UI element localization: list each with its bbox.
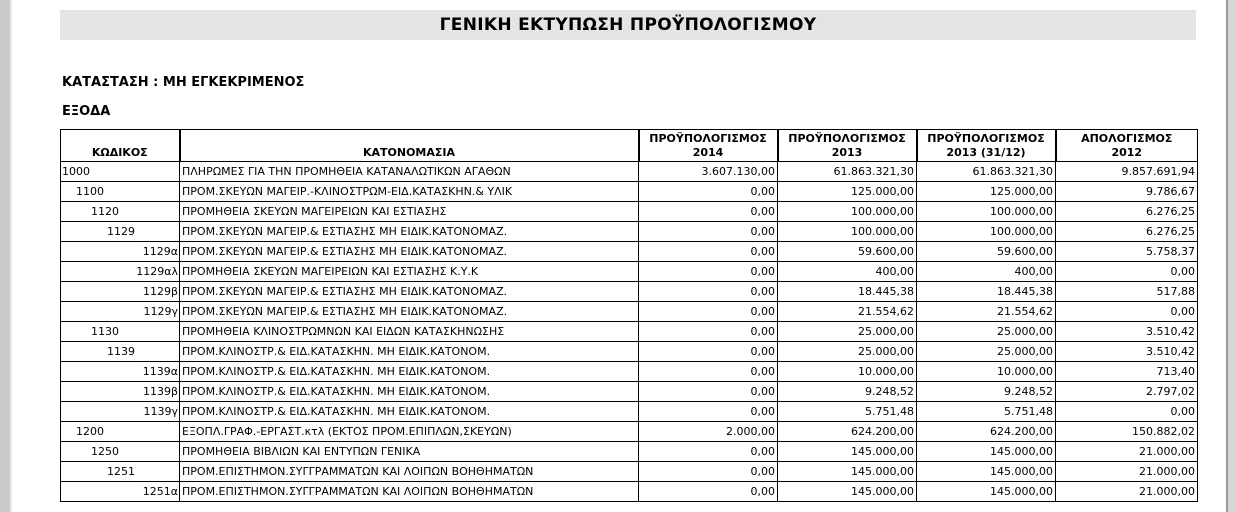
row-budget-2013: 25.000,00	[778, 342, 917, 362]
row-budget-2014: 0,00	[639, 222, 778, 242]
row-budget-2013: 21.554,62	[778, 302, 917, 322]
row-budget-2013-3112: 18.445,38	[917, 282, 1056, 302]
table-row	[61, 342, 1198, 362]
row-budget-2013-3112: 25.000,00	[917, 322, 1056, 342]
table-row	[61, 242, 1198, 262]
row-budget-2014: 0,00	[639, 442, 778, 462]
table-row	[61, 382, 1198, 402]
table-row	[61, 262, 1198, 282]
row-description: ΠΡΟΜΗΘΕΙΑ ΚΛΙΝΟΣΤΡΩΜΝΩΝ ΚΑΙ ΕΙΔΩΝ ΚΑΤΑΣΚΗΝΩΣΗΣ	[180, 322, 639, 342]
row-code: 1251	[61, 462, 180, 482]
row-code: 1129γ	[61, 302, 180, 322]
row-actual-2012: 9.786,67	[1056, 182, 1198, 202]
row-budget-2014: 0,00	[639, 462, 778, 482]
row-budget-2013: 25.000,00	[778, 322, 917, 342]
row-code: 1129β	[61, 282, 180, 302]
row-description: ΠΡΟΜ.ΚΛΙΝΟΣΤΡ.& ΕΙΔ.ΚΑΤΑΣΚΗΝ. ΜΗ ΕΙΔΙΚ.ΚΑΤΟΝΟΜ.	[180, 382, 639, 402]
row-code: 1250	[61, 442, 180, 462]
row-budget-2014: 0,00	[639, 482, 778, 502]
column-header-code	[61, 130, 180, 162]
row-description: ΠΡΟΜΗΘΕΙΑ ΣΚΕΥΩΝ ΜΑΓΕΙΡΕΙΩΝ ΚΑΙ ΕΣΤΙΑΣΗΣ Κ.Υ.Κ	[180, 262, 639, 282]
row-budget-2013: 145.000,00	[778, 462, 917, 482]
row-budget-2013-3112: 145.000,00	[917, 442, 1056, 462]
table-row	[61, 422, 1198, 442]
row-actual-2012: 0,00	[1056, 402, 1198, 422]
table-row	[61, 182, 1198, 202]
status-line: ΚΑΤΑΣΤΑΣΗ : ΜΗ ΕΓΚΕΚΡΙΜΕΝΟΣ	[62, 75, 305, 90]
row-actual-2012: 6.276,25	[1056, 222, 1198, 242]
table-row	[61, 282, 1198, 302]
scrollbar-track[interactable]	[1228, 0, 1236, 512]
row-actual-2012: 9.857.691,94	[1056, 162, 1198, 182]
row-budget-2013-3112: 9.248,52	[917, 382, 1056, 402]
column-header-code-label: ΚΩΔΙΚΟΣ	[91, 145, 148, 159]
row-code: 1139	[61, 342, 180, 362]
table-row	[61, 402, 1198, 422]
row-actual-2012: 21.000,00	[1056, 442, 1198, 462]
row-budget-2013: 145.000,00	[778, 482, 917, 502]
row-code: 1129α	[61, 242, 180, 262]
row-budget-2013: 61.863.321,30	[778, 162, 917, 182]
row-budget-2013-3112: 125.000,00	[917, 182, 1056, 202]
table-header-row	[61, 130, 1198, 162]
row-budget-2014: 0,00	[639, 402, 778, 422]
row-description: ΠΡΟΜ.ΣΚΕΥΩΝ ΜΑΓΕΙΡ.& ΕΣΤΙΑΣΗΣ ΜΗ ΕΙΔΙΚ.ΚΑΤΟΝΟΜΑΖ.	[180, 242, 639, 262]
row-actual-2012: 0,00	[1056, 302, 1198, 322]
row-actual-2012: 2.797,02	[1056, 382, 1198, 402]
row-budget-2014: 0,00	[639, 322, 778, 342]
column-header-actual-2012	[1056, 130, 1198, 162]
row-code: 1139γ	[61, 402, 180, 422]
column-header-budget-2013-3112-line1: ΠΡΟΫΠΟΛΟΓΙΣΜΟΣ	[927, 131, 1045, 145]
row-code: 1129αλ	[61, 262, 180, 282]
table-row	[61, 442, 1198, 462]
row-actual-2012: 150.882,02	[1056, 422, 1198, 442]
row-budget-2013-3112: 10.000,00	[917, 362, 1056, 382]
row-budget-2013-3112: 624.200,00	[917, 422, 1056, 442]
table-row	[61, 222, 1198, 242]
row-code: 1139β	[61, 382, 180, 402]
row-description: ΠΡΟΜ.ΣΚΕΥΩΝ ΜΑΓΕΙΡ.& ΕΣΤΙΑΣΗΣ ΜΗ ΕΙΔΙΚ.ΚΑΤΟΝΟΜΑΖ.	[180, 282, 639, 302]
row-budget-2014: 0,00	[639, 282, 778, 302]
table-row	[61, 322, 1198, 342]
row-budget-2014: 0,00	[639, 242, 778, 262]
row-actual-2012: 0,00	[1056, 262, 1198, 282]
column-header-budget-2014-line2: 2014	[692, 145, 724, 159]
row-budget-2014: 0,00	[639, 262, 778, 282]
row-budget-2013-3112: 59.600,00	[917, 242, 1056, 262]
row-budget-2014: 0,00	[639, 182, 778, 202]
column-header-actual-2012-line1: ΑΠΟΛΟΓΙΣΜΟΣ	[1081, 131, 1173, 145]
column-header-name	[180, 130, 639, 162]
row-budget-2013: 400,00	[778, 262, 917, 282]
row-budget-2013: 9.248,52	[778, 382, 917, 402]
row-budget-2013: 18.445,38	[778, 282, 917, 302]
row-description: ΠΡΟΜΗΘΕΙΑ ΒΙΒΛΙΩΝ ΚΑΙ ΕΝΤΥΠΩΝ ΓΕΝΙΚΑ	[180, 442, 639, 462]
row-code: 1120	[61, 202, 180, 222]
row-budget-2014: 0,00	[639, 382, 778, 402]
row-budget-2013-3112: 61.863.321,30	[917, 162, 1056, 182]
row-code: 1000	[61, 162, 180, 182]
row-budget-2013-3112: 145.000,00	[917, 462, 1056, 482]
row-budget-2013-3112: 145.000,00	[917, 482, 1056, 502]
row-description: ΠΛΗΡΩΜΕΣ ΓΙΑ ΤΗΝ ΠΡΟΜΗΘΕΙΑ ΚΑΤΑΝΑΛΩΤΙΚΩΝ ΑΓΑΘΩΝ	[180, 162, 639, 182]
row-description: ΠΡΟΜ.ΣΚΕΥΩΝ ΜΑΓΕΙΡ.& ΕΣΤΙΑΣΗΣ ΜΗ ΕΙΔΙΚ.ΚΑΤΟΝΟΜΑΖ.	[180, 222, 639, 242]
row-actual-2012: 21.000,00	[1056, 482, 1198, 502]
column-header-budget-2013-line1: ΠΡΟΫΠΟΛΟΓΙΣΜΟΣ	[788, 131, 906, 145]
table-row	[61, 482, 1198, 502]
row-description: ΠΡΟΜ.ΕΠΙΣΤΗΜΟΝ.ΣΥΓΓΡΑΜΜΑΤΩΝ ΚΑΙ ΛΟΙΠΩΝ ΒΟΗΘΗΜΑΤΩΝ	[180, 482, 639, 502]
column-header-actual-2012-line2: 2012	[1111, 145, 1143, 159]
row-code: 1200	[61, 422, 180, 442]
budget-table	[60, 129, 1198, 502]
row-budget-2013: 100.000,00	[778, 202, 917, 222]
row-budget-2013: 624.200,00	[778, 422, 917, 442]
column-header-budget-2013-line2: 2013	[831, 145, 863, 159]
row-actual-2012: 3.510,42	[1056, 342, 1198, 362]
row-actual-2012: 713,40	[1056, 362, 1198, 382]
row-budget-2013: 100.000,00	[778, 222, 917, 242]
row-actual-2012: 5.758,37	[1056, 242, 1198, 262]
section-heading: ΕΞΟΔΑ	[62, 104, 111, 119]
row-budget-2014: 0,00	[639, 302, 778, 322]
row-description: ΠΡΟΜ.ΕΠΙΣΤΗΜΟΝ.ΣΥΓΓΡΑΜΜΑΤΩΝ ΚΑΙ ΛΟΙΠΩΝ ΒΟΗΘΗΜΑΤΩΝ	[180, 462, 639, 482]
column-header-budget-2014-line1: ΠΡΟΫΠΟΛΟΓΙΣΜΟΣ	[649, 131, 767, 145]
row-budget-2013-3112: 5.751,48	[917, 402, 1056, 422]
row-code: 1129	[61, 222, 180, 242]
table-row	[61, 462, 1198, 482]
row-budget-2013: 59.600,00	[778, 242, 917, 262]
column-header-budget-2014	[639, 130, 778, 162]
column-header-budget-2013-3112-line2: 2013 (31/12)	[946, 145, 1026, 159]
row-actual-2012: 21.000,00	[1056, 462, 1198, 482]
row-budget-2013: 5.751,48	[778, 402, 917, 422]
report-title: ΓΕΝΙΚΗ ΕΚΤΥΠΩΣΗ ΠΡΟΫΠΟΛΟΓΙΣΜΟΥ	[60, 10, 1196, 40]
table-row	[61, 302, 1198, 322]
column-header-name-label: ΚΑΤΟΝΟΜΑΣΙΑ	[362, 145, 456, 159]
window-left-border	[0, 0, 10, 512]
row-code: 1100	[61, 182, 180, 202]
row-budget-2014: 0,00	[639, 202, 778, 222]
row-budget-2014: 0,00	[639, 362, 778, 382]
row-budget-2014: 3.607.130,00	[639, 162, 778, 182]
row-budget-2014: 2.000,00	[639, 422, 778, 442]
column-header-budget-2013-3112	[917, 130, 1056, 162]
row-code: 1130	[61, 322, 180, 342]
row-budget-2013-3112: 21.554,62	[917, 302, 1056, 322]
table-row	[61, 202, 1198, 222]
row-budget-2013-3112: 100.000,00	[917, 222, 1056, 242]
row-budget-2013-3112: 100.000,00	[917, 202, 1056, 222]
row-actual-2012: 6.276,25	[1056, 202, 1198, 222]
row-description: ΕΞΟΠΛ.ΓΡΑΦ.-ΕΡΓΑΣΤ.κτλ (ΕΚΤΟΣ ΠΡΟΜ.ΕΠΙΠΛΩΝ,ΣΚΕΥΩΝ)	[180, 422, 639, 442]
row-description: ΠΡΟΜ.ΚΛΙΝΟΣΤΡ.& ΕΙΔ.ΚΑΤΑΣΚΗΝ. ΜΗ ΕΙΔΙΚ.ΚΑΤΟΝΟΜ.	[180, 342, 639, 362]
row-code: 1139α	[61, 362, 180, 382]
row-description: ΠΡΟΜΗΘΕΙΑ ΣΚΕΥΩΝ ΜΑΓΕΙΡΕΙΩΝ ΚΑΙ ΕΣΤΙΑΣΗΣ	[180, 202, 639, 222]
row-budget-2014: 0,00	[639, 342, 778, 362]
row-actual-2012: 3.510,42	[1056, 322, 1198, 342]
row-budget-2013-3112: 25.000,00	[917, 342, 1056, 362]
row-description: ΠΡΟΜ.ΚΛΙΝΟΣΤΡ.& ΕΙΔ.ΚΑΤΑΣΚΗΝ. ΜΗ ΕΙΔΙΚ.ΚΑΤΟΝΟΜ.	[180, 362, 639, 382]
column-header-budget-2013	[778, 130, 917, 162]
row-description: ΠΡΟΜ.ΣΚΕΥΩΝ ΜΑΓΕΙΡ.& ΕΣΤΙΑΣΗΣ ΜΗ ΕΙΔΙΚ.ΚΑΤΟΝΟΜΑΖ.	[180, 302, 639, 322]
row-budget-2013-3112: 400,00	[917, 262, 1056, 282]
row-budget-2013: 10.000,00	[778, 362, 917, 382]
row-description: ΠΡΟΜ.ΣΚΕΥΩΝ ΜΑΓΕΙΡ.-ΚΛΙΝΟΣΤΡΩΜ-ΕΙΔ.ΚΑΤΑΣΚΗΝ.& ΥΛΙΚ	[180, 182, 639, 202]
row-code: 1251α	[61, 482, 180, 502]
row-budget-2013: 125.000,00	[778, 182, 917, 202]
table-row	[61, 162, 1198, 182]
table-row	[61, 362, 1198, 382]
row-actual-2012: 517,88	[1056, 282, 1198, 302]
row-budget-2013: 145.000,00	[778, 442, 917, 462]
window-left-border-inner	[10, 0, 12, 512]
row-description: ΠΡΟΜ.ΚΛΙΝΟΣΤΡ.& ΕΙΔ.ΚΑΤΑΣΚΗΝ. ΜΗ ΕΙΔΙΚ.ΚΑΤΟΝΟΜ.	[180, 402, 639, 422]
